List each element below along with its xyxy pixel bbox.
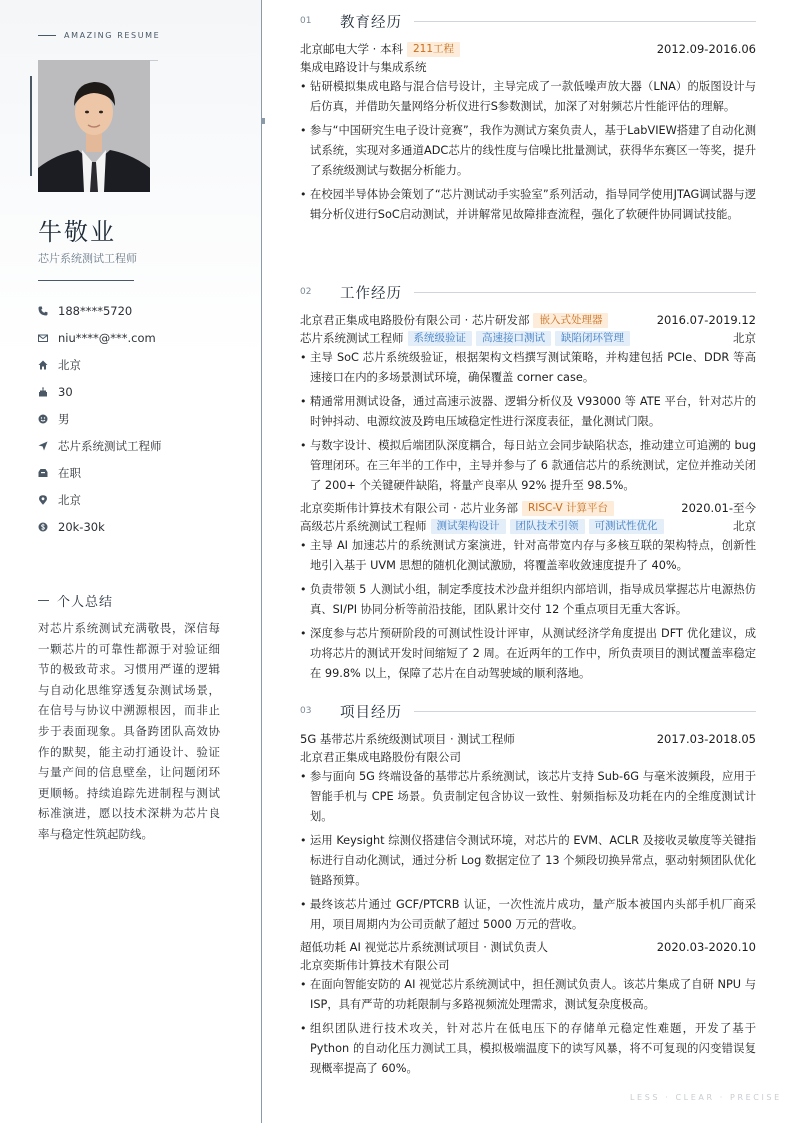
candidate-name: 牛敬业 (38, 218, 116, 246)
section-number: 03 (300, 706, 312, 716)
project-name: 5G 基带芯片系统级测试项目 · 测试工程师 (300, 732, 515, 746)
project-company: 北京奕斯伟计算技术有限公司 (300, 958, 450, 972)
info-text: 北京 (58, 357, 81, 372)
location-pin-icon (38, 495, 48, 505)
info-text: 30 (58, 384, 73, 399)
bullet-item: • 运用 Keysight 综测仪搭建信令测试环境，对芯片的 EVM、ACLR 及接收灵敏度等关键指标进行自动化测试，通过分析 Log 数据定位了 13 个频段切换异常点，驱动射频团队优化链路预算。 (300, 831, 756, 891)
info-salary (38, 513, 248, 540)
section-rule (414, 711, 756, 712)
bullet-item: • 在面向智能安防的 AI 视觉芯片系统测试中，担任测试负责人。该芯片集成了自研 NPU 与 ISP，具有严苛的功耗限制与多路视频流处理需求，测试复杂度极高。 (300, 975, 756, 1015)
skill-tag: 团队技术引领 (510, 519, 585, 534)
info-text: 在职 (58, 465, 81, 480)
cake-icon (38, 387, 48, 397)
project-company: 北京君正集成电路股份有限公司 (300, 750, 461, 764)
info-email (38, 324, 248, 351)
section-title: 项目经历 (340, 704, 402, 721)
bullet-item: • 与数字设计、模拟后端团队深度耦合，每日站立会同步缺陷状态，推动建立可追溯的 bug 管理闭环。在三年半的工作中，主导并参与了 6 款通信芯片的系统测试，定位并推动关闭了 200+ 个关键硬件缺陷，将量产良率从 92% 提升至 98.5%。 (300, 436, 756, 496)
section-rule (414, 21, 756, 22)
education-section-header (300, 11, 756, 31)
candidate-title: 芯片系统测试工程师 (38, 252, 137, 265)
job-role: 高级芯片系统测试工程师 (300, 519, 427, 533)
job-date: 2020.01-至今 (681, 501, 756, 515)
info-phone (38, 297, 248, 324)
avatar-photo (38, 60, 150, 192)
education-bullets (300, 77, 756, 225)
section-rule (414, 292, 756, 293)
job-entry (300, 499, 756, 688)
footer-slogan: LESS · CLEAR · PRECISE (630, 1093, 782, 1102)
sidebar (0, 0, 262, 1123)
info-text: 芯片系统测试工程师 (58, 438, 162, 453)
job-location: 北京 (733, 519, 756, 533)
project-bullets (300, 975, 756, 1079)
education-entry (300, 40, 756, 229)
project-date: 2020.03-2020.10 (656, 940, 756, 954)
info-text: 男 (58, 411, 70, 426)
summary-text: 对芯片系统测试充满敬畏，深信每一颗芯片的可靠性都源于对验证细节的极致苛求。习惯用严谨的逻辑与自动化思维穿透复杂测试场景，在信号与协议中溯源根因，而非止步于表面现象。具备跨团队高效协作的默契，能主动打通设计、验证与量产间的信息壁垒，让问题闭环更顺畅。持续追踪先进制程与测试标准演进，愿以技术深耕为芯片良率与稳定性筑起防线。 (38, 621, 220, 841)
brand-text: AMAZING RESUME (64, 31, 161, 40)
bullet-item: • 主导 AI 加速芯片的系统测试方案演进，针对高带宽内存与多核互联的架构特点，创新性地引入基于 UVM 思想的随机化测试激励，将覆盖率收敛速度提升了 40%。 (300, 536, 756, 576)
brand (38, 31, 160, 40)
job-bullets (300, 536, 756, 684)
education-date: 2012.09-2016.06 (656, 42, 756, 56)
major: 集成电路设计与集成系统 (300, 60, 427, 74)
job-entry (300, 311, 756, 500)
phone-icon (38, 306, 48, 316)
info-gender (38, 405, 248, 432)
school-name: 北京邮电大学 · 本科 (300, 42, 403, 56)
company-tag: 嵌入式处理器 (533, 313, 608, 328)
project-entry (300, 730, 756, 939)
section-title: 教育经历 (340, 14, 402, 31)
skill-tag: 测试架构设计 (431, 519, 506, 534)
brand-divider (38, 35, 56, 36)
project-date: 2017.03-2018.05 (656, 732, 756, 746)
section-number: 02 (300, 287, 312, 297)
bullet-item: • 参与面向 5G 终端设备的基带芯片系统测试，该芯片支持 Sub-6G 与毫米波频段，应用于智能手机与 CPE 场景。负责制定包含协议一致性、射频指标及功耗在内的全维度测试计划。 (300, 767, 756, 827)
bullet-item: • 主导 SoC 芯片系统级验证，根据架构文档撰写测试策略，并构建包括 PCIe、DDR 等高速接口在内的多场景测试环境，确保覆盖 corner case。 (300, 348, 756, 388)
skill-tag: 系统级验证 (408, 331, 473, 346)
home-icon (38, 360, 48, 370)
email-icon (38, 333, 48, 343)
project-bullets (300, 767, 756, 935)
info-location (38, 486, 248, 513)
skill-tag: 缺陷闭环管理 (555, 331, 630, 346)
school-tag: 211工程 (407, 42, 460, 57)
title-divider (38, 280, 134, 281)
projects-section-header (300, 701, 756, 721)
info-status (38, 459, 248, 486)
info-city (38, 351, 248, 378)
photo-accent-bar (30, 76, 32, 176)
work-section-header (300, 282, 756, 302)
project-entry (300, 938, 756, 1083)
bullet-item: • 最终该芯片通过 GCF/PTCRB 认证，一次性流片成功，量产版本被国内头部手机厂商采用，项目周期内为公司贡献了超过 5000 万元的营收。 (300, 895, 756, 935)
send-icon (38, 441, 48, 451)
info-text: 20k-30k (58, 519, 105, 534)
project-name: 超低功耗 AI 视觉芯片系统测试项目 · 测试负责人 (300, 940, 549, 954)
info-age (38, 378, 248, 405)
bullet-item: • 参与“中国研究生电子设计竞赛”，我作为测试方案负责人，基于LabVIEW搭建了自动化测试系统，实现对多通道ADC芯片的线性度与信噪比批量测试，获得华东赛区一等奖，提升了系统级测试与数据分析能力。 (300, 121, 756, 181)
bullet-item: • 深度参与芯片预研阶段的可测试性设计评审，从测试经济学角度提出 DFT 优化建议，成功将芯片的测试开发时间缩短了 2 周。在近两年的工作中，所负责项目的测试覆盖率稳定在 99.8% 以上，保障了芯片在自动驾驶域的顺利落地。 (300, 624, 756, 684)
company-name: 北京君正集成电路股份有限公司 · 芯片研发部 (300, 313, 530, 327)
summary-header (38, 591, 113, 610)
job-date: 2016.07-2019.12 (656, 313, 756, 327)
skill-tag: 可测试性优化 (589, 519, 664, 534)
info-text: 北京 (58, 492, 81, 507)
inbox-icon (38, 468, 48, 478)
job-role: 芯片系统测试工程师 (300, 331, 404, 345)
bullet-item: • 负责带领 5 人测试小组，制定季度技术沙盘并组织内部培训，指导成员掌握芯片电源热仿真、SI/PI 协同分析等前沿技能，团队累计交付 12 个重点项目无重大客诉。 (300, 580, 756, 620)
skill-tag: 高速接口测试 (476, 331, 551, 346)
summary-title: 个人总结 (57, 595, 114, 610)
salary-icon (38, 522, 48, 532)
bullet-item: • 组织团队进行技术攻关，针对芯片在低电压下的存储单元稳定性难题，开发了基于 Python 的自动化压力测试工具，模拟极端温度下的读写风暴，将不可复现的闪变错误复现概率提高了 60%。 (300, 1019, 756, 1079)
portrait-illustration (38, 60, 150, 192)
section-title: 工作经历 (340, 285, 402, 302)
smiley-icon (38, 414, 48, 424)
section-number: 01 (300, 16, 312, 26)
bullet-item: • 在校园半导体协会策划了“芯片测试动手实验室”系列活动，指导同学使用JTAG调试器与逻辑分析仪进行SoC启动测试，并讲解常见故障排查流程，强化了软硬件协同调试技能。 (300, 185, 756, 225)
summary-dash (38, 600, 49, 601)
bullet-item: • 钻研模拟集成电路与混合信号设计，主导完成了一款低噪声放大器（LNA）的版图设计与后仿真，并借助矢量网络分析仪进行S参数测试，加深了对射频芯片性能评估的理解。 (300, 77, 756, 117)
job-location: 北京 (733, 331, 756, 345)
divider-marker (262, 118, 265, 124)
info-text: niu****@***.com (58, 330, 156, 345)
bullet-item: • 精通常用测试设备，通过高速示波器、逻辑分析仪及 V93000 等 ATE 平台，针对芯片的时钟抖动、电源纹波及跨电压域稳定性进行深度表征，量化测试门限。 (300, 392, 756, 432)
company-name: 北京奕斯伟计算技术有限公司 · 芯片业务部 (300, 501, 518, 515)
company-tag: RISC-V 计算平台 (522, 501, 614, 516)
info-target-job (38, 432, 248, 459)
info-text: 188****5720 (58, 303, 133, 318)
contact-info-list (38, 297, 248, 540)
job-bullets (300, 348, 756, 496)
